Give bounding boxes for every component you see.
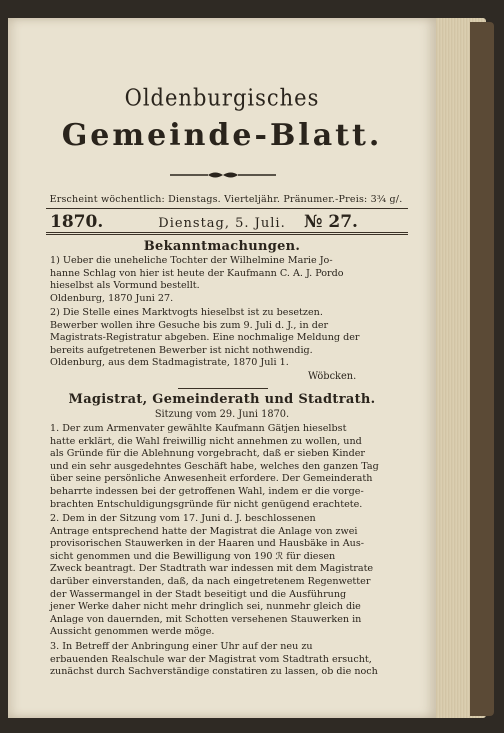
book-cover (470, 22, 494, 716)
issue-date: Dienstag, 5. Juli. (158, 216, 286, 231)
masthead-subtitle: Erscheint wöchentlich: Dienstags. Vierteljähr. Pränumer.-Preis: 3¾ g/. (49, 194, 403, 205)
notice-1: 1) Ueber die uneheliche Tochter der Wilhelmine Marie Jo- hanne Schlag von hier ist heute der Kaufmann C. A. J. Pordo hieselbst als Vormund bestellt. Oldenburg, 1870 Juni 27. (50, 255, 344, 304)
masthead-title-big: Gemeinde-Blatt. (61, 118, 383, 153)
rule-top (46, 208, 408, 209)
rule-bottom (46, 232, 408, 233)
issue-number: № 27. (304, 212, 358, 232)
notice-2: 2) Die Stelle eines Marktvogts hieselbst ist zu besetzen. Bewerber wollen ihre Gesuche bis zum 9. Juli d. J., in der Magistrats-Registratur abgeben. Eine nochmalige Meldung der bereits aufgetretenen Bewerber ist nicht nothwendig. Oldenburg, aus dem Stadmagistrate, 1870 Juli 1. (50, 307, 360, 369)
section-title-magistrat: Magistrat, Gemeinderath und Stadtrath. (68, 392, 376, 407)
magistrat-item-2: 2. Dem in der Sitzung vom 17. Juni d. J. beschlossenen Antrage entsprechend hatte der Magistrat die Anlage von zwei provisorischen Stauwerken in der Haaren und Hausbäke in Aus- sicht genommen und die Bewilligung von 190 ℛ für diesen Zweck beantragt. Der Stadtrath war indessen mit dem Magistrate darüber einverstanden, daß, da nach eingetretenem Regenwetter der Wassermangel in der Stadt beseitigt und die Ausführung jener Werke daher nicht mehr dringlich sei, nunmehr gleich die Anlage von dauernden, mit Schotten versehenen Stauwerken in Aussicht genommen werde möge. (50, 513, 374, 638)
session-date: Sitzung vom 29. Juni 1870. (154, 409, 290, 420)
ornament-divider-icon (168, 170, 278, 180)
magistrat-item-1: 1. Der zum Armenvater gewählte Kaufmann Gätjen hieselbst hatte erklärt, die Wahl freiwillig nicht annehmen zu wollen, und als Gründe für die Ablehnung vorgebracht, daß er sieben Kinder und ein sehr ausgedehntes Geschäft habe, welches den ganzen Tag über seine persönliche Anwesenheit erfordere. Der Gemeinderath beharrte indessen bei der getroffenen Wahl, indem er die vorge- brachten Entschuldigungsgründe für nicht genügend erachtete. (50, 423, 379, 510)
masthead-title-small: Oldenburgisches (124, 84, 320, 112)
issue-year: 1870. (50, 212, 104, 232)
newspaper-page (8, 18, 436, 718)
notice-signature: Wöbcken. (308, 371, 357, 382)
section-divider (178, 388, 268, 389)
rule-bottom-double (46, 234, 408, 235)
section-title-bekanntmachungen: Bekanntmachungen. (143, 239, 301, 254)
magistrat-item-3: 3. In Betreff der Anbringung einer Uhr auf der neu zu erbauenden Realschule war der Magistrat vom Stadtrath ersucht, zunächst durch Sachverständige constatiren zu lassen, ob die noch (50, 641, 378, 678)
